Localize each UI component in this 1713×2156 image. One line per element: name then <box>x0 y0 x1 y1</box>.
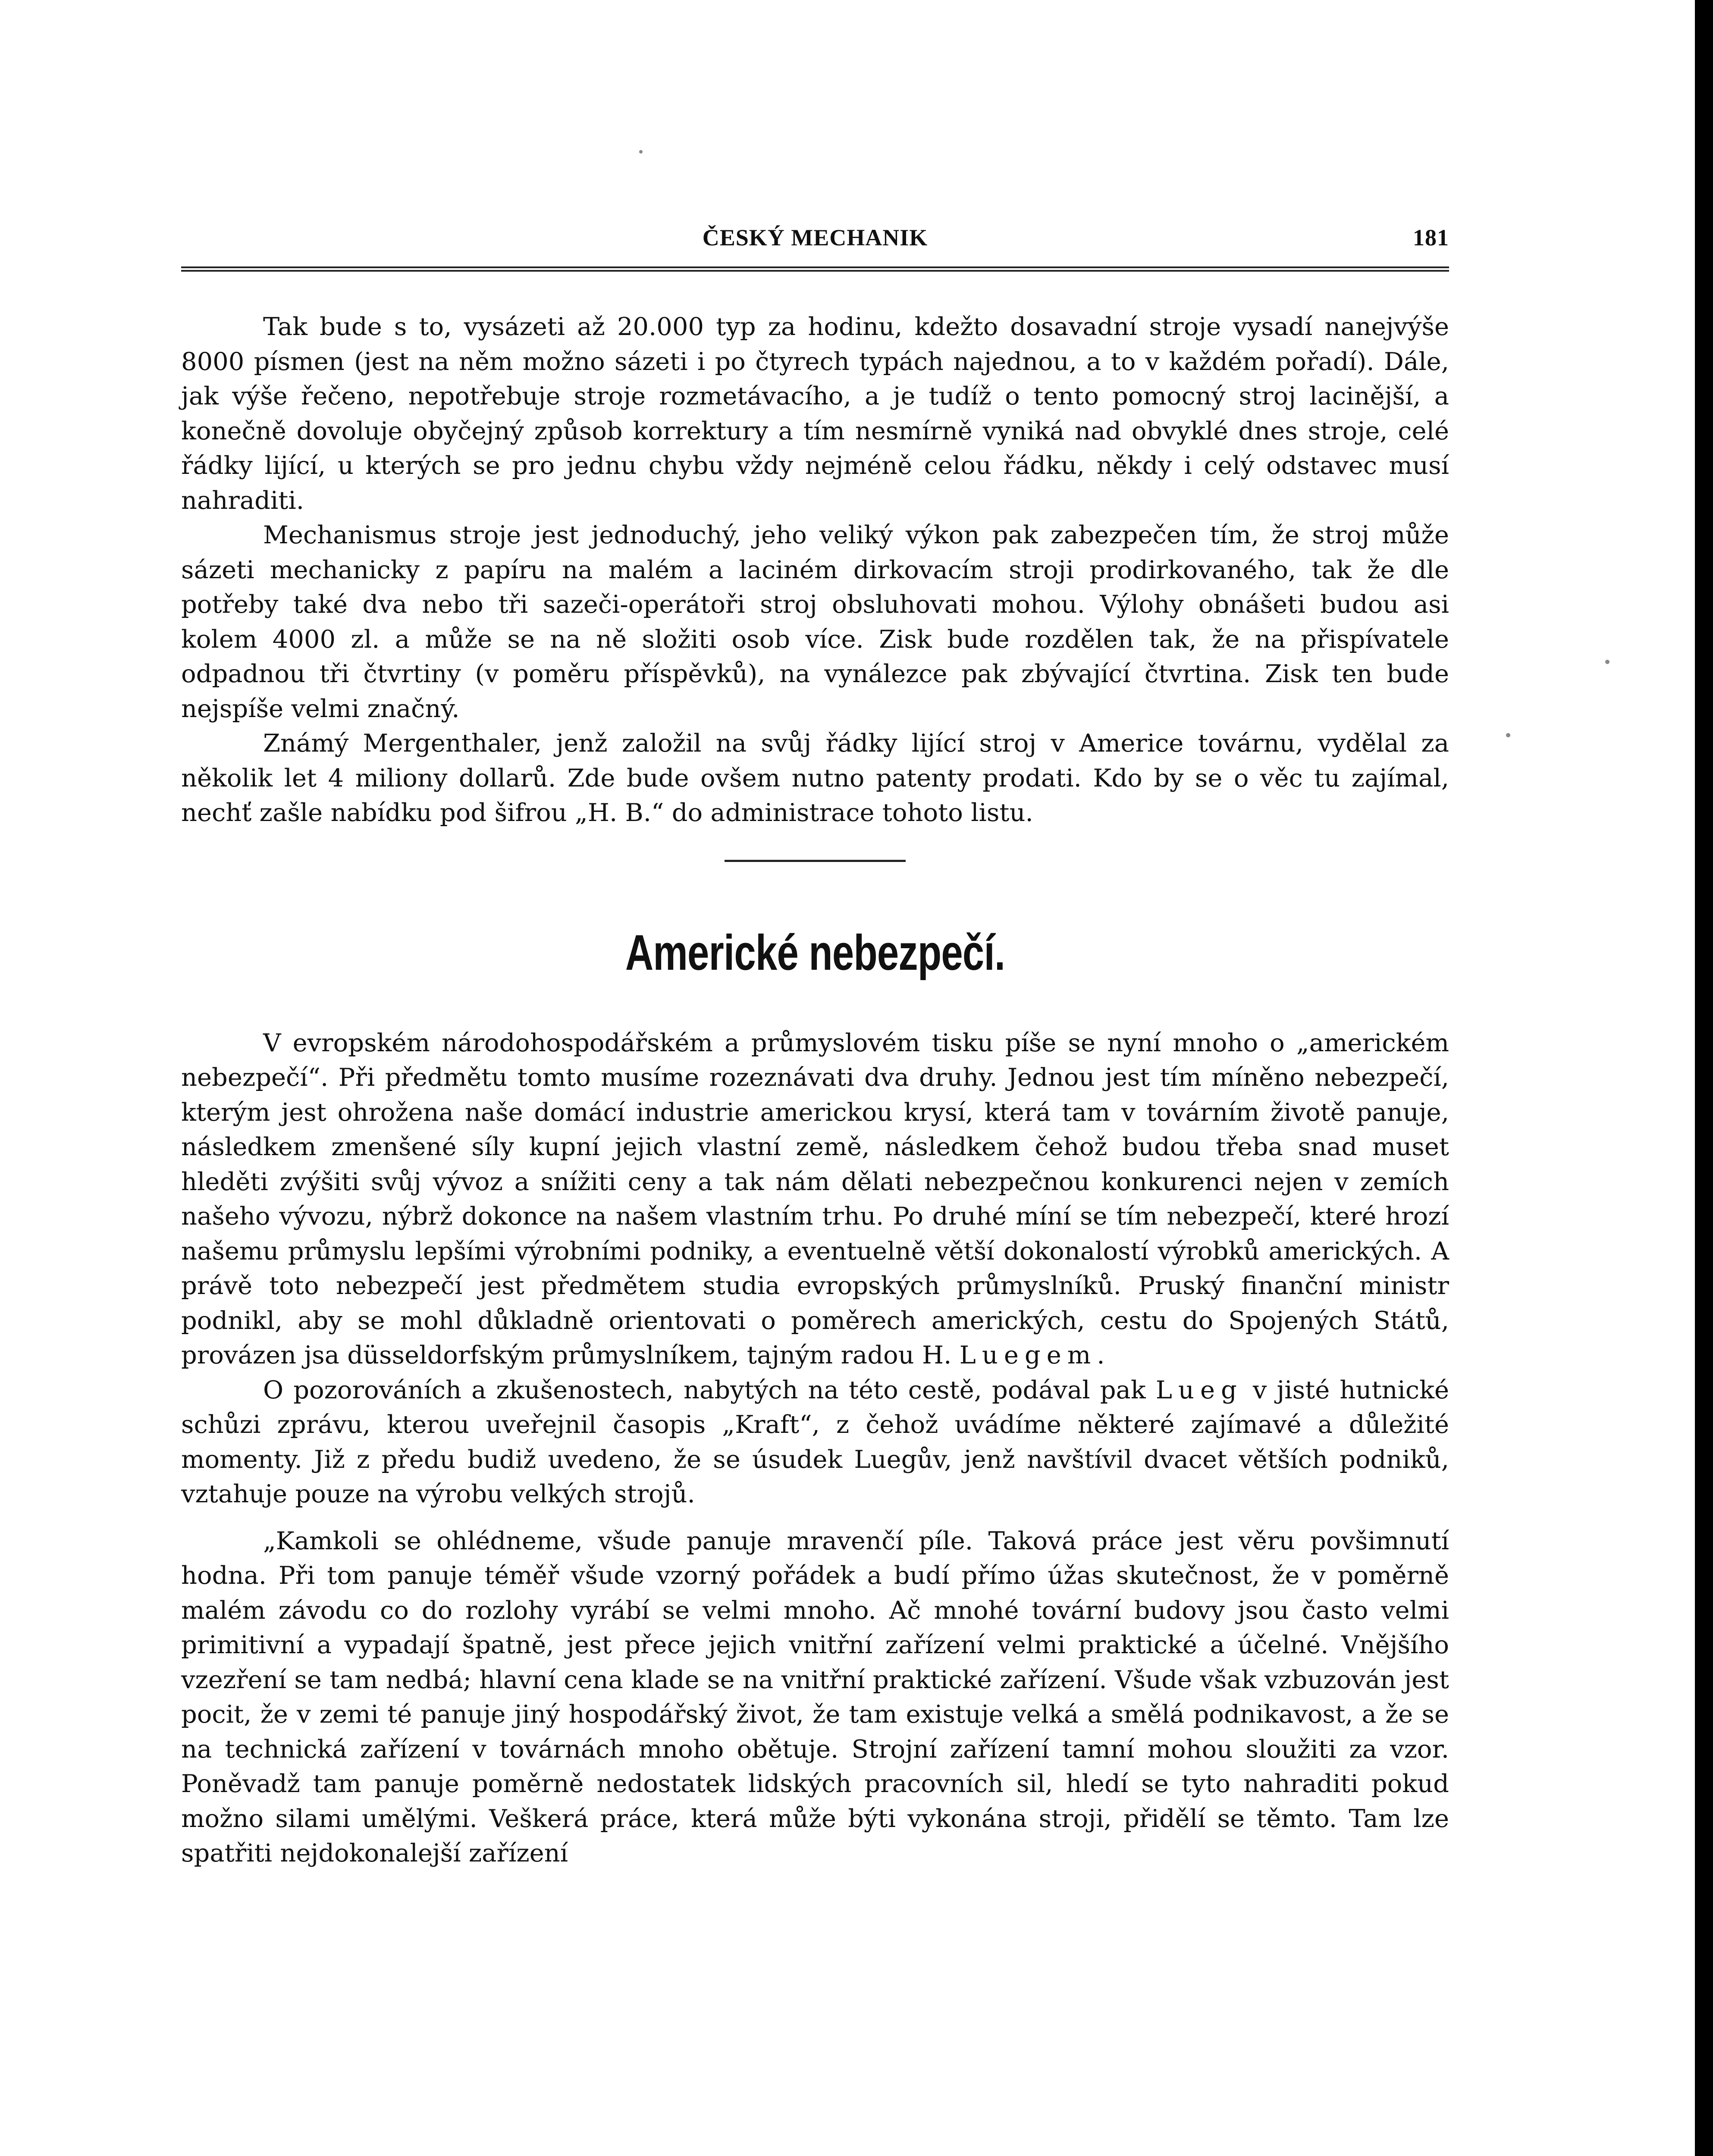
scan-speck <box>1605 660 1609 664</box>
section-divider <box>725 860 906 862</box>
paragraph-text: v jisté hutnické schůzi zprávu, kterou uveřejnil časopis „Kraft“, z čehož uvádíme některé zajímavé a důležité momenty. Již z předu budiž uvedeno, že se úsudek Luegův, jenž navštívil dvacet větších podniků, vztahuje pouze na výrobu velkých strojů. <box>181 1375 1449 1508</box>
page <box>181 0 1449 2156</box>
journal-title: ČESKÝ MECHANIK <box>702 225 928 251</box>
article-title: Americké nebezpečí. <box>625 924 1005 981</box>
paragraph: Tak bude s to, vysázeti až 20.000 typ za hodinu, kdežto dosavadní stroje vysadí nanejvýše 8000 písmen (jest na něm možno sázeti i po čtyrech typách najednou, a to v každém pořadí). Dále, jak výše řečeno, nepotřebuje stroje rozmetávacího, a je tudíž o tento pomocný stroj lacinější, a konečně dovoluje obyčejný způsob korrektury a tím nesmírně vyniká nad obvyklé dnes stroje, celé řádky lijící, u kterých se pro jednu chybu vždy nejméně celou řádku, někdy i celý odstavec musí nahraditi. <box>181 312 1449 515</box>
paragraph <box>181 1026 1449 1373</box>
paragraph: Známý Mergenthaler, jenž založil na svůj řádky lijící stroj v Americe továrnu, vydělal za několik let 4 miliony dollarů. Zde bude ovšem nutno patenty prodati. Kdo by se o věc tu zajímal, nechť zašle nabídku pod šifrou „H. B.“ do administrace tohoto listu. <box>181 729 1449 827</box>
scan-edge-shadow <box>1695 0 1713 2156</box>
scan-speck <box>1506 733 1510 737</box>
header-double-rule <box>181 266 1449 272</box>
paragraph: „Kamkoli se ohlédneme, všude panuje mravenčí píle. Taková práce jest věru povšimnutí hodna. Při tom panuje téměř všude vzorný pořádek a budí přímo úžas skutečnost, že v poměrně malém závodu co do rozlohy vyrábí se velmi mnoho. Ač mnohé tovární budovy jsou často velmi primitivní a vypadají špatně, jest přece jejich vnitřní zařízení velmi praktické a účelné. Vnějšího vzezření se tam nedbá; hlavní cena klade se na vnitřní praktické zařízení. Všude však vzbuzován jest pocit, že v zemi té panuje jiný hospodářský život, že tam existuje velká a smělá podnikavost, a že se na technická zařízení v továrnách mnoho obětuje. Strojní zařízení tamní mohou sloužiti za vzor. Poněvadž tam panuje poměrně nedostatek lidských pracovních sil, hledí se tyto nahraditi pokud možno silami umělými. Veškerá práce, která může býti vykonána stroji, přidělí se těmto. Tam lze spatřiti nejdokonalejší zařízení <box>181 1526 1449 1868</box>
paragraph <box>181 1373 1449 1512</box>
paragraph: Mechanismus stroje jest jednoduchý, jeho veliký výkon pak zabezpečen tím, že stroj může sázeti mechanicky z papíru na malém a laciném dirkovacím stroji prodirkovaného, tak že dle potřeby také dva nebo tři sazeči-operátoři stroj obsluhovati mohou. Výlohy obnášeti budou asi kolem 4000 zl. a může se na ně složiti osob více. Zisk bude rozdělen tak, že na přispívatele odpadnou tři čtvrtiny (v poměru příspěvků), na vynálezce pak zbývající čtvrtina. Zisk ten bude nejspíše velmi značný. <box>181 520 1449 723</box>
spaced-name: Lueg <box>1155 1375 1243 1404</box>
page-number: 181 <box>1413 225 1449 251</box>
paragraph-text: O pozorováních a zkušenostech, nabytých na této cestě, podával pak <box>263 1375 1146 1404</box>
spaced-name: Luegem <box>959 1341 1097 1369</box>
paragraph-text: V evropském národohospodářském a průmyslovém tisku píše se nyní mnoho o „americkém nebezpečí“. Při předmětu tomto musíme rozeznávati dva druhy. Jednou jest tím míněno nebezpečí, kterým jest ohrožena naše domácí industrie americkou krysí, která tam v továrním životě panuje, následkem zmenšené síly kupní jejich vlastní země, následkem čehož budou třeba snad muset hleděti zvýšiti svůj vývoz a snížiti ceny a tak nám dělati nebezpečnou konkurenci nejen v zemích našeho vývozu, nýbrž dokonce na našem vlastním trhu. Po druhé míní se tím nebezpečí, které hrozí našemu průmyslu lepšími výrobními podniky, a eventuelně větší dokonalostí výrobků amerických. A právě toto nebezpečí jest předmětem studia evropských průmyslníků. Pruský finanční ministr podnikl, aby se mohl důkladně orientovati o poměrech amerických, cestu do Spojených Států, provázen jsa düsseldorfským průmyslníkem, tajným radou H. <box>181 1028 1449 1369</box>
page-body <box>181 310 1449 1871</box>
running-head <box>181 224 1449 254</box>
paragraph-end: . <box>1097 1341 1105 1369</box>
